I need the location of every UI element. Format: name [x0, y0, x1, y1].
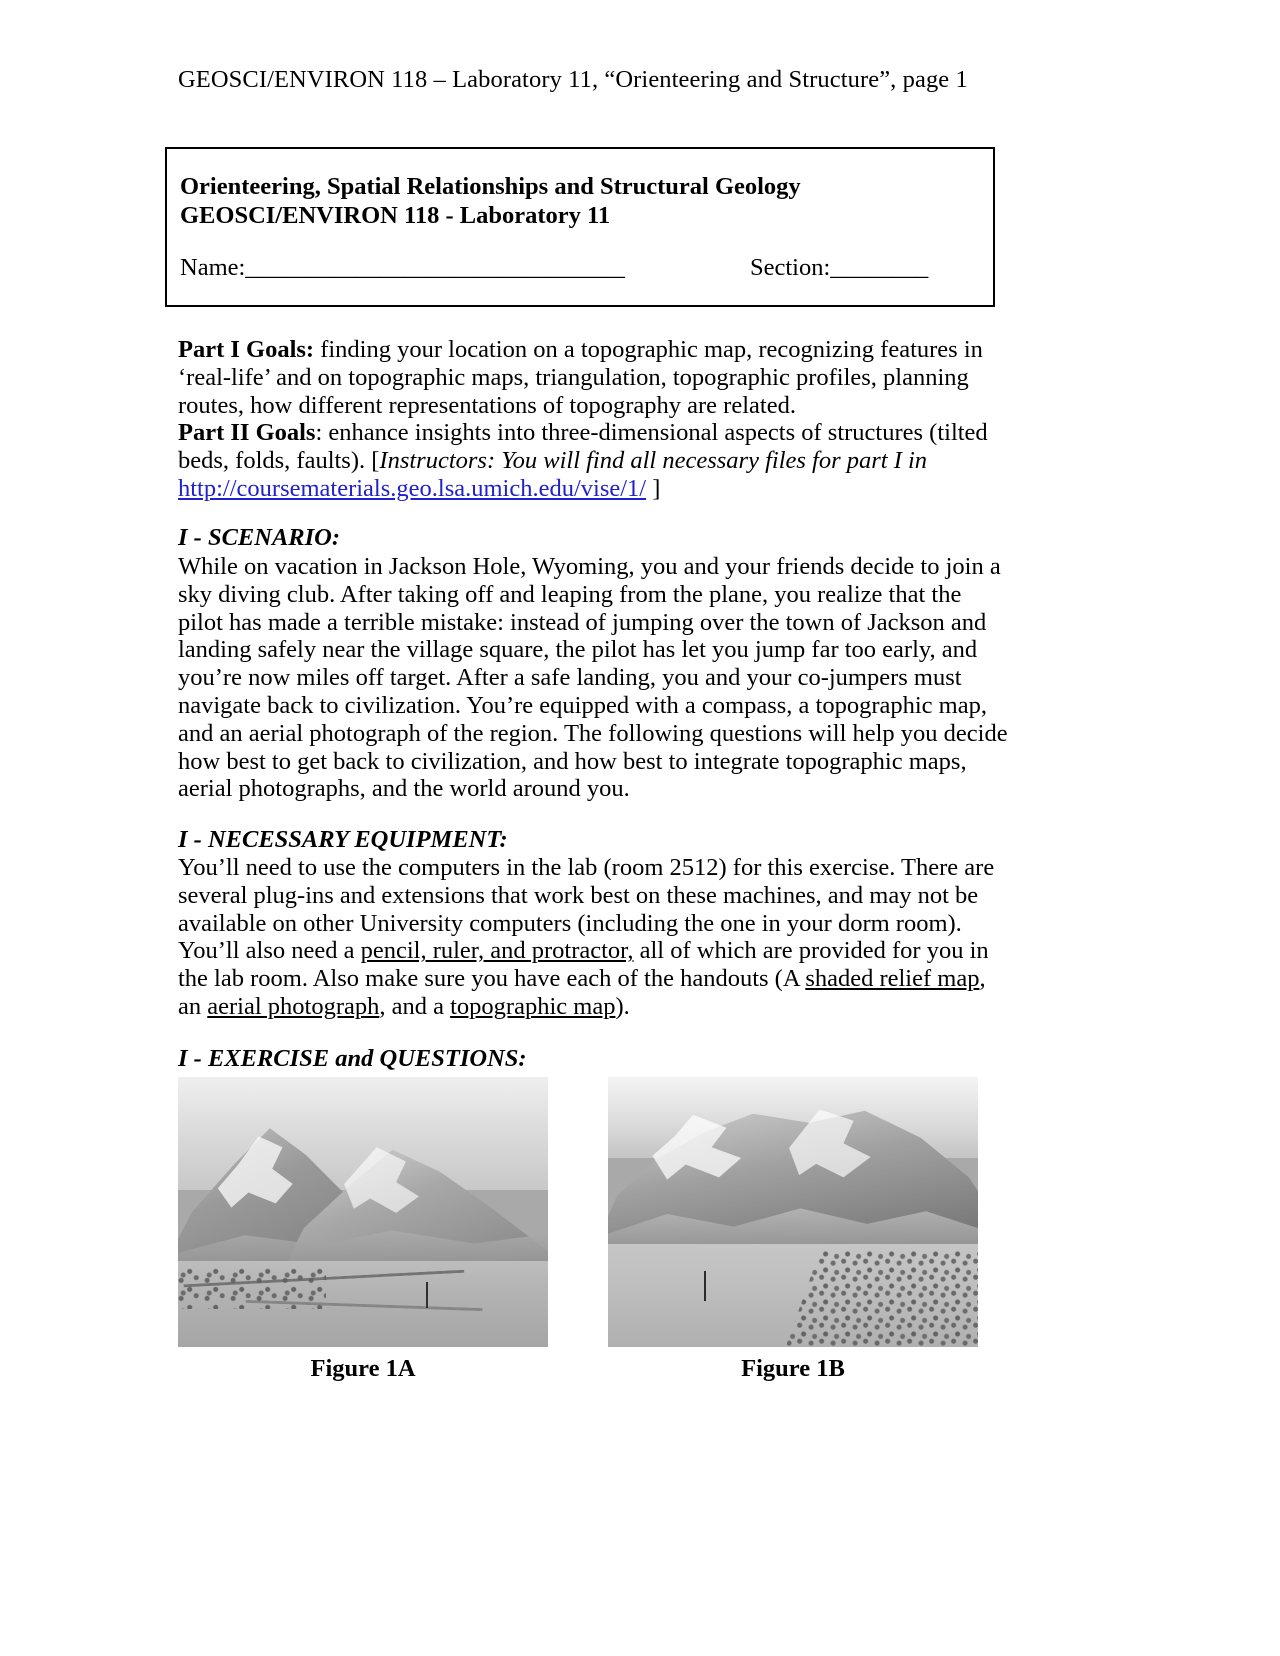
exercise-heading: I - EXERCISE and QUESTIONS: [178, 1045, 527, 1072]
equipment-heading: I - NECESSARY EQUIPMENT: [178, 826, 508, 853]
photo-a-survey-pole [426, 1282, 428, 1308]
coursematerials-link[interactable]: http://coursematerials.geo.lsa.umich.edu/vise/1/ [178, 474, 647, 502]
equipment-underline-1: pencil, ruler, and protractor, [360, 937, 634, 965]
figure-1a-photo [178, 1077, 548, 1347]
goals-block [178, 336, 1008, 503]
figure-1a [178, 1077, 548, 1347]
figure-1b [608, 1077, 978, 1347]
figure-1b-photo [608, 1077, 978, 1347]
equipment-text-5: ). [615, 992, 630, 1020]
section-field-label[interactable]: Section:________ [750, 254, 929, 281]
name-field-label[interactable]: Name:_______________________________ [180, 254, 626, 281]
equipment-underline-4: topographic map [450, 992, 616, 1020]
instructors-note: Instructors: You will find all necessary files for part I in [379, 447, 928, 475]
equipment-text-2: all of which are provided for you in the lab room. Also make sure you have each of the handouts (A [178, 937, 989, 993]
scenario-paragraph: While on vacation in Jackson Hole, Wyoming, you and your friends decide to join a sky diving club. After taking off and leaping from the plane, you realize that the pilot has made a terrible mistake: instead of jumping over the town of Jackson and landing safely near the village square, the pilot has let you jump far too early, and you’re now miles off target. After a safe landing, you and your co-jumpers must navigate back to civilization. You’re equipped with a compass, a topographic map, and an aerial photograph of the region. The following questions will help you decide how best to get back to civilization, and how best to integrate topographic maps, aerial photographs, and the world around you. [178, 553, 1008, 803]
part2-goals-text: : enhance insights into three-dimensional aspects of structures (tilted beds, folds, faults). [ [178, 419, 988, 475]
figure-1b-caption: Figure 1B [741, 1355, 845, 1382]
scenario-heading: I - SCENARIO: [178, 524, 341, 551]
goals-paragraph [178, 336, 1008, 503]
lab-title-line-2: GEOSCI/ENVIRON 118 - Laboratory 11 [180, 202, 611, 229]
lab-title-line-1: Orienteering, Spatial Relationships and Structural Geology [180, 173, 801, 200]
equipment-underline-3: aerial photograph [207, 992, 380, 1020]
part1-goals-text: finding your location on a topographic map, recognizing features in ‘real-life’ and on topographic maps, triangulation, topographic profiles, planning routes, how different representations of topography are related. [178, 336, 983, 419]
photo-b-survey-pole [704, 1271, 706, 1301]
figure-1a-caption: Figure 1A [310, 1355, 416, 1382]
part2-goals-label: Part II Goals [178, 419, 316, 447]
equipment-underline-2: shaded relief map [805, 965, 980, 993]
equipment-paragraph [178, 854, 1008, 1021]
title-box [165, 147, 995, 307]
close-bracket: ] [646, 474, 661, 502]
equipment-text-1: You’ll need to use the computers in the lab (room 2512) for this exercise. There are several plug-ins and extensions that work best on these machines, and may not be available on other University computers (including the one in your dorm room). You’ll also need a [178, 854, 995, 965]
running-header: GEOSCI/ENVIRON 118 – Laboratory 11, “Orienteering and Structure”, page 1 [178, 66, 968, 93]
figure-row [178, 1077, 1008, 1382]
equipment-text-3: , an [178, 965, 986, 1020]
part1-goals-label: Part I Goals: [178, 336, 315, 363]
equipment-text-4: , and a [379, 992, 451, 1020]
